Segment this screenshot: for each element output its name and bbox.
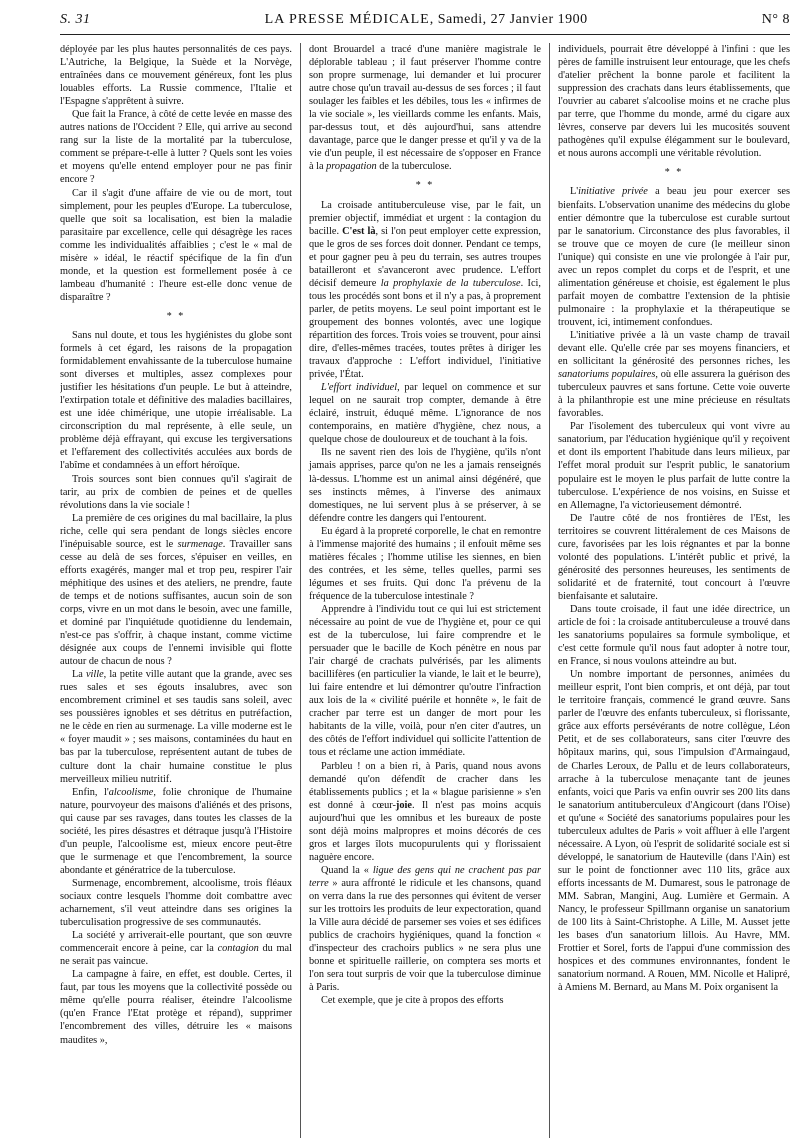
paragraph: Trois sources sont bien connues qu'il s'agirait de tarir, au prix de combien de peines et de quelles révolutions dans la vie sociale ! [60, 473, 292, 511]
issue-number: N° 8 [761, 12, 790, 27]
paragraph: La ville, la petite ville autant que la grande, avec ses rues sales et ses égouts insalubres, avec son encombrement criminel et ses taudis sans soleil, avec ses poussières ignobles et ses détritus en putréfaction, ne le cède en rien au surmenage. La ville moderne est le « foyer maudit » ; ses maisons, contaminées du haut en bas par la tuberculose, représentent autant de tubes de culture dont la chair humaine constitue le plus merveilleux milieu nutritif. [60, 669, 292, 785]
journal-title: LA PRESSE MÉDICALE [264, 12, 430, 27]
paragraph: individuels, pourrait être développé à l'infini : que les pères de famille instruisent leur entourage, que les chefs d'atelier prêchent la bonne parole et facilitent la suppression des crachats dans leurs établissements, que l'ouvrier au cabaret s'alcoolise moins et ne crache plus par terre, que l'homme du monde, armé du cigare aux lèvres, conserve par devers lui les mucosités souvent pathogènes qu'il expulse élégamment sur le boulevard, et nous aurons accompli une véritable révolution. [558, 44, 790, 160]
paragraph: Apprendre à l'individu tout ce qui lui est strictement nécessaire au point de vue de l'hygiène et, pour ce qui est de la tuberculose, lui faire comprendre et le persuader que le bacille de Koch pénètre en nous par l'air chargé de crachats pulvérisés, par les aliments bacillifères (en particulier la viande, le lait et le beurre), lui faire entendre et lui démontrer qu'outre l'infraction aux lois de la « civilité puérile et honnête », le fait de cracher par terre est un danger de mort pour les habitants de la ville, voilà, pour n'en citer d'autres, un des côtés de l'effort individuel qui sollicite l'attention de tous et réclame une action immédiate. [309, 603, 541, 759]
paragraph: L'effort individuel, par lequel on commence et sur lequel on ne saurait trop compter, demande à être éclairé, instruit, éduqué même. L'ignorance de nos contemporains, en matière d'hygiène, chez nous, a quelque chose de douloureux et de touchant à la fois. [309, 382, 541, 446]
paragraph: Sans nul doute, et tous les hygiénistes du globe sont formels à cet égard, les raisons de la propagation formidablement envahissante de la tuberculose humaine sont diverses et multiples, assez complexes pour justifier les hésitations d'un peuple. Le but à atteindre, l'extirpation totale et définitive des maladies bacillaires, est une idée chimérique, une utopie irréalisable. La circonscription du mal représente, à elle seule, un problème déjà effrayant, qui excuse les tergiversations et l'effarement des collectivités acculées aux bords de l'abîme et condamnées à un effort héroïque. [60, 329, 292, 472]
bold-text: joie [395, 799, 412, 811]
paragraph: Cet exemple, que je cite à propos des efforts [321, 995, 504, 1007]
paragraph: déployée par les plus hautes personnalités de ces pays. L'Autriche, la Belgique, la Suède et la Norvège, entraînées dans ce mouvement généreux, font les plus louables efforts. La Russie commence, l'Italie et l'Espagne s'apprêtent à suivre. [60, 44, 292, 108]
paragraph: dont Brouardel a tracé d'une manière magistrale le déplorable tableau ; il faut préserver l'homme contre son propre surmenage, lui demander et lui procurer autre chose qu'un travail au-dessus de ses forces ; il faut soulager les faibles et les débiles, tous les « infirmes de la vie sociale », les vieillards comme les enfants. Mais, par-dessus tout, et dès aujourd'hui, sans attendre davantage, parce que le danger presse et qu'il y va de la vie d'un peuple, il est nécessaire de s'opposer en France à la propagation de la tuberculose. [309, 44, 541, 173]
paragraph: Un nombre important de personnes, animées du meilleur esprit, l'ont bien compris, et ont déjà, par tout le territoire français, commencé le grand œuvre. Sans parler de l'œuvre des enfants tuberculeux, si florissante, grâce aux efforts persévérants de notre collègue, Léon Petit, et de ses collaborateurs, sans citer l'œuvre des hôpitaux marins, qui, sous l'impulsion d'Armaingaud, de Charles Leroux, de Pallu et de leurs collaborateurs, arrache à la tuberculose menaçante tant de jeunes enfants, voici que Paris va enfin ouvrir ses 200 lits dans le sanatorium antituberculeux d'Angicourt (dans l'Oise) et qu'une « Société des sanatoriums populaires pour les tuberculeux adultes de Paris » voit affluer à elle l'argent nécessaire. A Lyon, où l'esprit de solidarité sociale est si développé, le sanatorium de Hauteville (dans l'Ain) est sur le point de fonctionner avec 110 lits, grâce aux efforts incessants de M. Dumarest, sous le patronage de MM. Sabran, Mangini, Aug. Lumière et Germain. A Nancy, le professeur Spillmann organise un sanatorium de 100 lits à Saint-Christophe. A Lille, M. Ausset jette les bases d'un sanatorium lillois. Au Havre, MM. Frottier et Sorel, forts de l'appui d'une commission des hospices et des communes environnantes, fondent le sanatorium normand. A Rouen, MM. Nicolle et Halipré, à Amiens M. Bernard, au Mans M. Poix organisent la [558, 669, 790, 994]
article-columns [60, 43, 790, 1138]
emphasis: propagation [326, 161, 377, 173]
section-separator: * * [166, 310, 186, 322]
emphasis: L'effort individuel [321, 382, 398, 394]
column-1 [60, 43, 292, 1138]
paragraph: Que fait la France, à côté de cette levée en masse des autres nations de l'Occident ? Elle, qui arrive au second rang sur la liste de la mortalité par la tuberculose, comment se prépare-t-elle à lutter ? Quels sont les voies et moyens qu'elle entend employer pour ne pas finir encore ? [60, 109, 292, 186]
column-3 [549, 43, 790, 1138]
emphasis: contagion [217, 943, 259, 955]
paragraph: La société y arriverait-elle pourtant, que son œuvre commencerait encore à peine, car la contagion du mal ne serait pas vaincue. [60, 930, 292, 968]
paragraph: L'initiative privée a là un vaste champ de travail devant elle. Qu'elle crée par ses moyens financiers, et en sollicitant la générosité des personnes riches, les sanatoriums populaires, où elle assurera la guérison des tuberculeux pauvres et sans fortune. Cette voie ouverte à la philanthropie est une mine précieuse en résultats favorables. [558, 329, 790, 420]
paragraph: Enfin, l'alcoolisme, folie chronique de l'humaine nature, pourvoyeur des maisons d'aliénés et des prisons, qui cause par ses ravages, dans toutes les classes de la société, les pires désastres et détraque jusqu'à l'Histoire d'un peuple, l'alcoolisme est, mieux encore peut-être que le surmenage et que l'encombrement, la source abondante et génératrice de la tuberculose. [60, 786, 292, 876]
paragraph: Car il s'agit d'une affaire de vie ou de mort, tout simplement, pour les peuples d'Europe. La tuberculose, quelle que soit sa localisation, est bien la maladie parasitaire par excellence, celle qui désagrège les races comme les individualités affaiblies ; c'est le « mal de misère » idéal, le réactif spécifique de la fin d'un monde, et la question est formellement posée à ce lambeau d'humanité : l'heure est-elle donc venue de disparaître ? [60, 187, 292, 303]
running-header [60, 12, 790, 35]
emphasis: alcoolisme [108, 786, 154, 798]
paragraph: Ils ne savent rien des lois de l'hygiène, qu'ils n'ont jamais apprises, parce qu'on ne les a jamais renseignés là-dessus. L'homme est un animal ainsi dégénéré, que ses instincts mêmes, à l'inverse des animaux domestiques, ne lui servent plus à se préserver, à se défendre contre les dangers qui l'entourent. [309, 447, 541, 524]
emphasis: initiative privée [578, 186, 648, 198]
section-separator: * * [664, 167, 684, 179]
emphasis: surmenage [177, 538, 223, 550]
column-2 [300, 43, 541, 1138]
paragraph: Eu égard à la propreté corporelle, le chat en remontre à l'immense majorité des humains ; il enfouit même ses matières fécales ; l'homme utilise les siennes, en bien des contrées, et les sème, telles quelles, parmi ses légumes et ses fruits. Qui donc l'a prévenu de la fréquence de la tuberculose intestinale ? [309, 525, 541, 602]
paragraph: Parbleu ! on a bien ri, à Paris, quand nous avons demandé qu'on défendît de cracher dans les établissements publics ; et la « blague parisienne » s'en est donné à cœur-joie. Il n'est pas moins acquis aujourd'hui que les omnibus et les bureaux de poste sont déjà moins malpropres et moins décorés de ces gros et larges îlots mucopurulents qui y florissaient naguère encore. [309, 760, 541, 863]
paragraph: La campagne à faire, en effet, est double. Certes, il faut, par tous les moyens que la collectivité possède ou même qu'elle pourra réaliser, éteindre l'alcoolisme (qu'en France l'Etat protège et répand), supprimer l'encombrement des villes, détruire les « maisons maudites », [60, 969, 292, 1046]
paragraph: La croisade antituberculeuse vise, par le fait, un premier objectif, immédiat et urgent : la contagion du bacille. C'est là, si l'on peut employer cette expression, que le gros de ses forces doit donner. Pendant ce temps, et pour gagner peu à peu du terrain, ses autres troupes batailleront et s'avanceront avec prudence. L'effort décisif demeure la prophylaxie de la tuberculose. Ici, tous les procédés sont bons et il n'y a pas, à proprement parler, de petits moyens. Le seul point important est le groupement des bonnes volontés, avec une logique répartition des forces. Trois voies se trouvent, pour ainsi dire, d'elles-mêmes tracées, toutes prêtes à diriger les travaux d'approche : L'effort individuel, l'initiative privée, l'État. [309, 199, 541, 381]
paragraph: L'initiative privée a beau jeu pour exercer ses bienfaits. L'observation unanime des médecins du globe entier démontre que la tuberculose est curable surtout par le sanatorium. Circonstance des plus favorables, il se trouve que ce moyen de cure (le meilleur sinon l'unique) qui consiste en une vie prolongée à l'air pur, avec un repos complet du corps et de l'esprit, et une alimentation généreuse et choisie, est également le plus parfait moyen de combattre l'extension de la phtisie pulmonaire : la prophylaxie et la thérapeutique se trouvent, ici, intimement confondues. [558, 186, 790, 328]
emphasis: la prophylaxie de la tuberculose [380, 277, 521, 289]
journal-header [265, 12, 588, 28]
paragraph: La première de ces origines du mal bacillaire, la plus riche, celle qui sera pendant de longs siècles encore l'inépuisable source, est le surmenage. Travailler sans cesse au delà de ses forces, s'épuiser en veilles, en efforts exagérés, manger mal et trop peu, respirer l'air méphitique des usines et des ateliers, ne prendre, faute de temps et de notions suffisantes, aucun soin de son corps, vivre en un mot dans le besoin, avec une famille, et dominé par l'inquiétude quotidienne du lendemain, n'est-ce pas s'offrir, à chaque instant, comme victime désignée aux coups de l'ennemi invisible qui flotte autour de chacun de nous ? [60, 512, 292, 668]
paragraph: Surmenage, encombrement, alcoolisme, trois fléaux sociaux contre lesquels l'homme doit combattre avec acharnement, s'il veut atteindre dans ses origines la tuberculisation progressive de ses communautés. [60, 877, 292, 929]
issue-date: , Samedi, 27 Janvier 1900 [429, 12, 588, 27]
bold-text: C'est là [342, 225, 376, 237]
page-label: S. 31 [60, 12, 91, 27]
emphasis: sanatoriums populaires [558, 369, 656, 381]
paragraph: De l'autre côté de nos frontières de l'Est, les territoires se couvrent littéralement de ces Maisons de cure, favorisées par les lois régnantes et par la bonne volonté des populations. L'intérêt public et privé, la générosité des personnes heureuses, les sentiments de solidarité et de fraternité, tout concourt à l'œuvre bienfaisante et salutaire. [558, 512, 790, 602]
paragraph: Par l'isolement des tuberculeux qui vont vivre au sanatorium, par l'éducation hygiénique qu'il y reçoivent et dont ils emportent l'habitude dans leurs milieux, par l'effet moral produit sur l'esprit public, le sanatorium populaire est le moyen le plus parfait de lutte contre la tuberculose. L'expérience de nos voisins, en Suisse et en Allemagne, l'a victorieusement démontré. [558, 421, 790, 511]
paragraph: Dans toute croisade, il faut une idée directrice, un article de foi : la croisade antituberculeuse a trouvé dans les sanatoriums populaires sa formule symbolique, et c'est cette formule qu'il nous faut adopter à notre tour, en France, si nous voulons atteindre au but. [558, 603, 790, 668]
paragraph: Quand la « ligue des gens qui ne crachent pas par terre » aura affronté le ridicule et les chansons, quand on verra dans la rue des personnes qui évitent de verser sur les trottoirs les produits de leur expectoration, quand la Ville aura décidé de parsemer ses voies et ses édifices publics de crachoirs hygiéniques, quand la fonction « d'inspecteur des crachoirs publics » ne sera plus une bonne et spirituelle raillerie, on comptera ses morts et l'on sera tout surpris de voir que la tuberculose diminue à Paris. [309, 864, 541, 994]
section-separator: * * [415, 180, 435, 192]
emphasis: ville [85, 669, 104, 681]
emphasis: ligue des gens qui ne crachent pas par terre [309, 864, 541, 889]
